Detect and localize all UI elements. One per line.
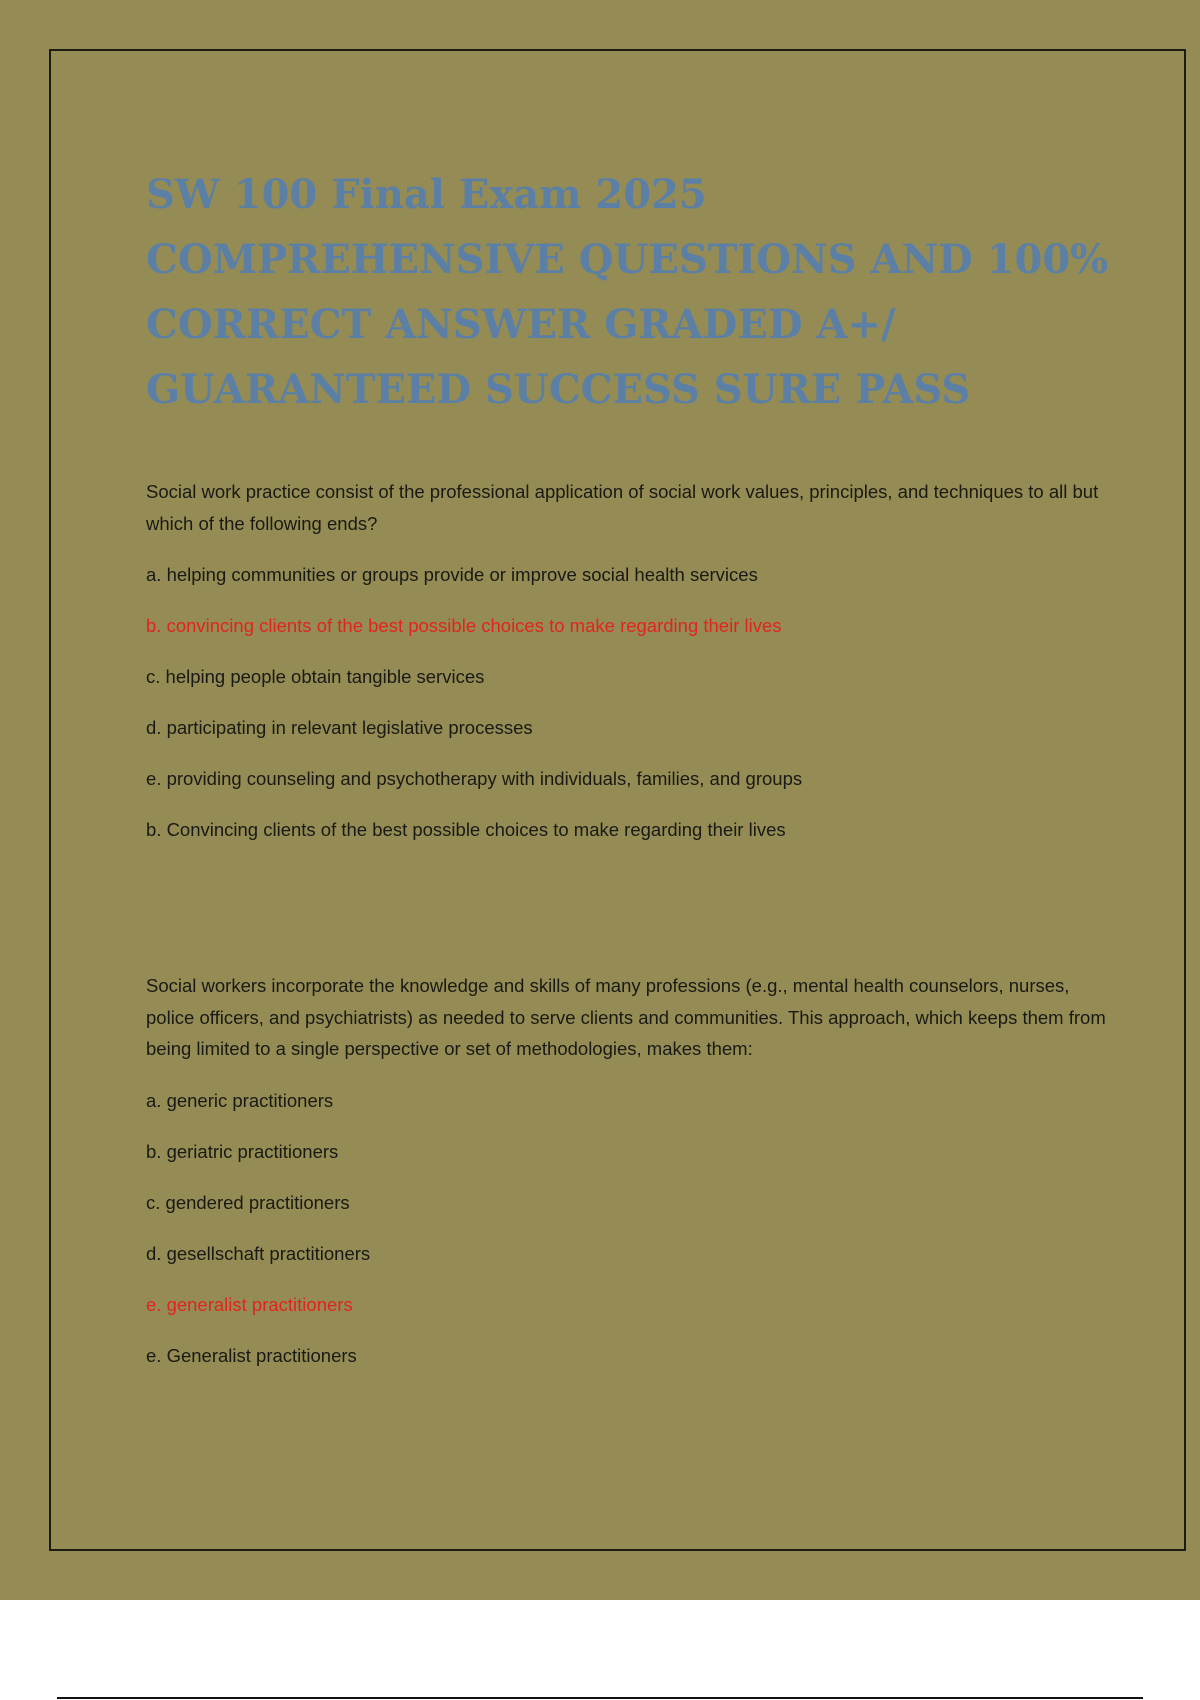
question-block-2 <box>146 970 1106 1391</box>
document-title <box>146 162 1109 422</box>
question-text: Social workers incorporate the knowledge and skills of many professions (e.g., mental health counselors, nurses, police officers, and psychiatrists) as needed to serve clients and communities. This approach, which keeps them from being limited to a single perspective or set of methodologies, makes them: <box>146 975 1106 1059</box>
option-b: b. geriatric practitioners <box>146 1140 339 1162</box>
option-e-correct: e. generalist practitioners <box>146 1293 353 1315</box>
question-text: Social work practice consist of the professional application of social work values, principles, and techniques to all but which of the following ends? <box>146 481 1099 534</box>
option-c: c. helping people obtain tangible services <box>146 666 485 687</box>
title-line: COMPREHENSIVE QUESTIONS AND 100% <box>146 236 1109 283</box>
answer-line: b. Convincing clients of the best possible choices to make regarding their lives <box>146 819 786 840</box>
option-e: e. providing counseling and psychotherapy with individuals, families, and groups <box>146 768 803 789</box>
option-d: d. participating in relevant legislative processes <box>146 717 533 738</box>
option-a: a. helping communities or groups provide or improve social health services <box>146 564 758 585</box>
title-line: GUARANTEED SUCCESS SURE PASS <box>146 366 971 413</box>
option-b-correct: b. convincing clients of the best possible choices to make regarding their lives <box>146 615 782 636</box>
option-a: a. generic practitioners <box>146 1089 334 1111</box>
question-block-1 <box>146 476 1106 865</box>
title-line: CORRECT ANSWER GRADED A+/ <box>146 301 896 348</box>
answer-line: e. Generalist practitioners <box>146 1344 357 1366</box>
title-line: SW 100 Final Exam 2025 <box>146 171 707 218</box>
option-c: c. gendered practitioners <box>146 1191 350 1213</box>
option-d: d. gesellschaft practitioners <box>146 1242 371 1264</box>
footer-divider <box>57 1697 1143 1699</box>
